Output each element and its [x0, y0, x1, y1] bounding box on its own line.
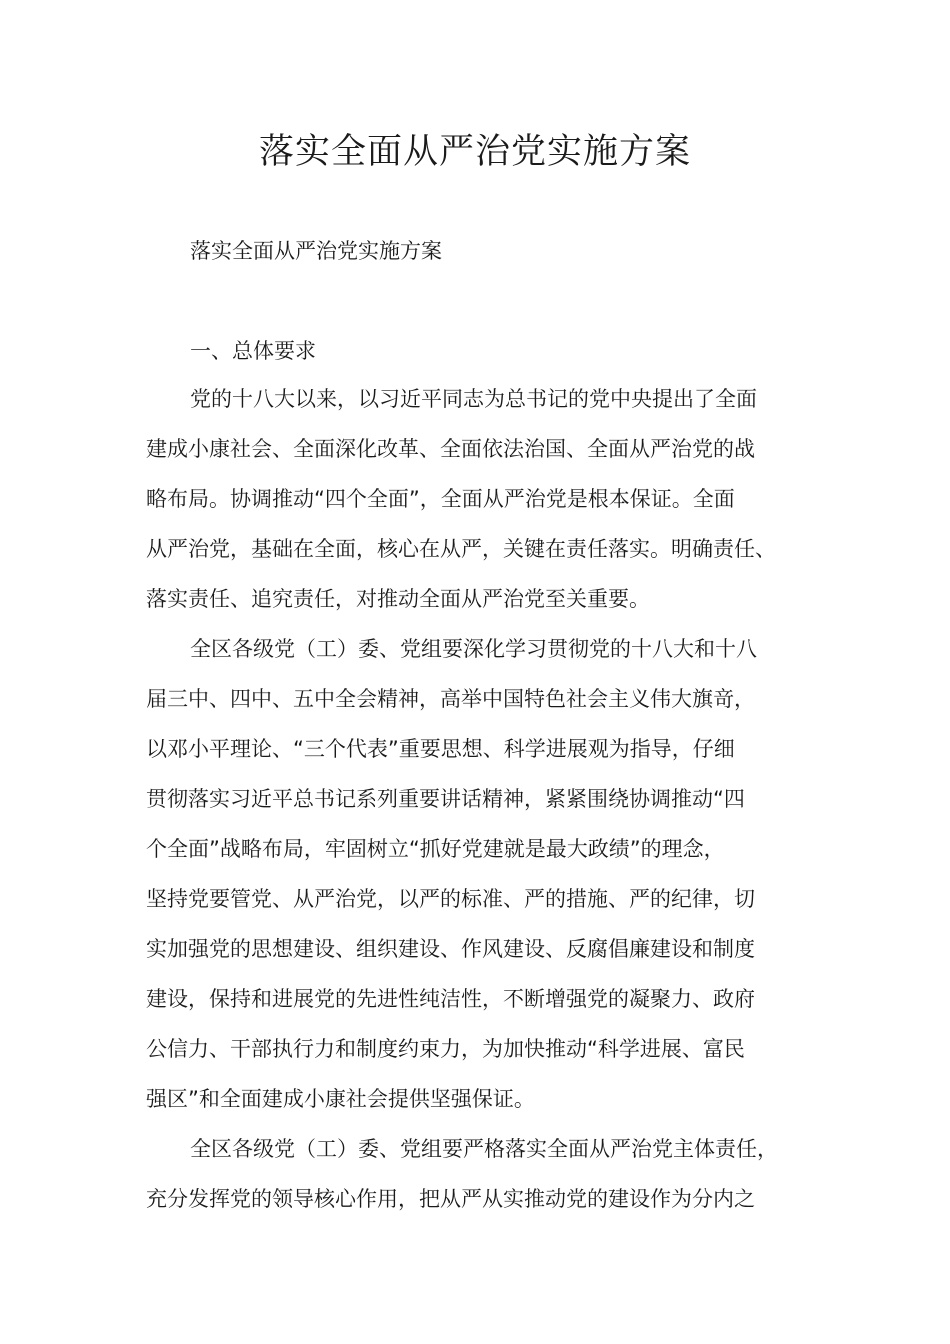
- document-subtitle: 落实全面从严治党实施方案: [190, 239, 442, 263]
- body-line: 届三中、四中、五中全会精神，高举中国特色社会主义伟大旗竒，: [146, 687, 755, 711]
- body-line: 全区各级党（工）委、党组要深化学习贯彻党的十八大和十八: [190, 637, 757, 661]
- body-line: 建设，保持和进展党的先进性纯洁性，不断增强党的凝聚力、政府: [146, 987, 755, 1011]
- body-line: 建成小康社会、全面深化改革、全面依法治国、全面从严治党的战: [146, 437, 755, 461]
- body-text: [146, 383, 826, 1233]
- body-line: 实加强党的思想建设、组织建设、作风建设、反腐倡廉建设和制度: [146, 937, 755, 961]
- body-line: 落实责任、追究责任，对推动全面从严治党至关重要。: [146, 587, 650, 611]
- body-line: 全区各级党（工）委、党组要严格落实全面从严治党主体责任，: [190, 1137, 778, 1161]
- body-line: 公信力、干部执行力和制度约束力，为加快推动“科学进展、富民: [146, 1037, 745, 1061]
- document-title: 落实全面从严治党实施方案: [258, 132, 691, 172]
- body-line: 贯彻落实习近平总书记系列重要讲话精神，紧紧围绕协调推动“四: [146, 787, 745, 811]
- body-line: 个全面”战略布局，牢固树立“抓好党建就是最大政绩”的理念，: [146, 837, 725, 861]
- body-line: 坚持党要管党、从严治党，以严的标准、严的措施、严的纪律，切: [146, 887, 755, 911]
- body-line: 以邓小平理论、“三个代表”重要思想、科学进展观为指导，仔细: [146, 737, 735, 761]
- body-line: 强区”和全面建成小康社会提供坚强保证。: [146, 1087, 535, 1111]
- body-line: 党的十八大以来，以习近平同志为总书记的党中央提出了全面: [190, 387, 757, 411]
- section-heading: 一、总体要求: [190, 339, 316, 363]
- body-line: 从严治党，基础在全面，核心在从严，关键在责任落实。明确责任、: [146, 537, 776, 561]
- body-line: 略布局。协调推动“四个全面”，全面从严治党是根本保证。全面: [146, 487, 735, 511]
- body-line: 充分发挥党的领导核心作用，把从严从实推动党的建设作为分内之: [146, 1187, 755, 1211]
